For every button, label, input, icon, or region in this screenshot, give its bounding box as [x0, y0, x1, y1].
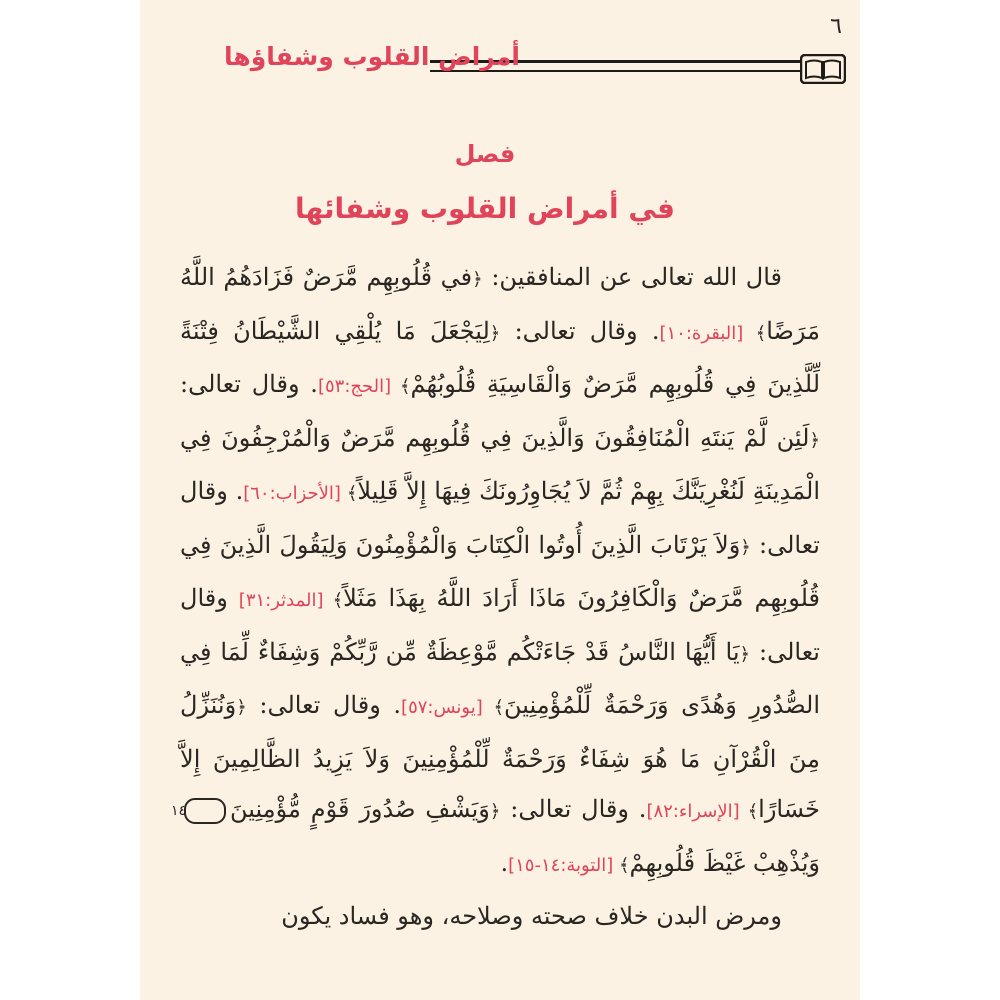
quran-verse: وَلاَ يَرْتَابَ الَّذِينَ أُوتُوا الْكِتَابَ وَالْمُؤْمِنُونَ وَلِيَقُولَ الَّذِينَ فِي قُلُوبِهِم مَّرَضٌ وَالْكَافِرُونَ مَاذَا أَرَادَ اللَّهُ بِهَذَا مَثَلاً — [180, 530, 821, 612]
prose-text: . — [500, 848, 509, 877]
verse-reference: [التوبة:١٤-١٥] — [508, 854, 619, 876]
body-text — [170, 252, 821, 942]
quran-bracket: ﴿ — [489, 801, 501, 822]
quran-bracket: ﴾ — [346, 483, 358, 504]
quran-bracket: ﴾ — [493, 697, 505, 718]
prose-text: . وقال تعالى: — [180, 370, 318, 398]
quran-bracket: ﴾ — [619, 854, 630, 876]
verse-reference: [الإسراء:٨٢] — [646, 801, 748, 822]
page-number: ٦ — [830, 14, 842, 39]
section-title: فصل — [454, 140, 516, 168]
prose-text: وقال تعالى: — [180, 584, 820, 666]
quran-bracket: ﴾ — [399, 376, 411, 397]
quran-verse: لِيَجْعَلَ مَا يُلْقِي الشَّيْطَانُ فِتْنَةً لِّلَّذِينَ فِي قُلُوبِهِم مَّرَضٌ وَالْقَاسِيَةِ قُلُوبُهُمْ — [180, 316, 821, 398]
verse-reference: [البقرة:١٠] — [659, 322, 756, 344]
quran-bracket: ﴿ — [740, 536, 751, 558]
book-page — [140, 0, 860, 1000]
prose-text: ومرض البدن خلاف صحته وصلاحه، وهو فساد يكون — [281, 902, 782, 930]
paragraph — [170, 252, 821, 891]
quran-verse: في قُلُوبِهِم مَّرَضٌ فَزَادَهُمُ اللَّهُ مَرَضًا — [180, 263, 820, 345]
verse-reference: [الأحزاب:٦٠] — [243, 483, 347, 504]
prose-text: . وقال تعالى: — [180, 477, 820, 559]
quran-bracket: ﴿ — [472, 269, 483, 290]
quran-bracket: ﴿ — [489, 322, 501, 344]
quran-bracket: ﴾ — [747, 801, 759, 822]
quran-bracket: ﴿ — [739, 643, 751, 665]
paragraph — [180, 891, 820, 942]
quran-verse: وَيَشْفِ صُدُورَ قَوْمٍ مُّؤْمِنِينَ — [230, 795, 490, 823]
verse-reference: [يونس:٥٧] — [401, 697, 494, 718]
quran-verse: يَا أَيُّهَا النَّاسُ قَدْ جَاءَتْكُم مَّوْعِظَةٌ مِّن رَّبِّكُمْ وَشِفَاءٌ لِّمَا فِي الصُّدُورِ وَهُدًى وَرَحْمَةٌ لِّلْمُؤْمِنِينَ — [180, 637, 820, 719]
quran-verse: وَنُنَزِّلُ مِنَ الْقُرْآنِ مَا هُوَ شِفَاءٌ وَرَحْمَةٌ لِّلْمُؤْمِنِينَ وَلاَ يَزِيدُ الظَّالِمِينَ إِلاَّ خَسَارًا — [180, 691, 820, 823]
section-subtitle: في أمراض القلوب وشفائها — [294, 192, 676, 225]
quran-bracket: ﴾ — [332, 590, 344, 611]
quran-verse: وَيُذْهِبْ غَيْظَ قُلُوبِهِمْ — [629, 848, 820, 877]
verse-number-marker: ١٤ — [184, 798, 226, 824]
prose-text: . وقال تعالى: — [246, 691, 402, 719]
verse-reference: [المدثر:٣١] — [238, 590, 333, 611]
quran-bracket: ﴿ — [809, 429, 821, 451]
verse-reference: [الحج:٥٣] — [317, 376, 400, 397]
prose-text: . وقال تعالى: — [500, 795, 647, 823]
prose-text: قال الله تعالى عن المنافقين: — [482, 263, 782, 291]
quran-bracket: ﴿ — [236, 697, 247, 718]
running-title: أمراض القلوب وشفاؤها — [224, 42, 520, 71]
open-book-icon — [800, 54, 846, 84]
quran-verse: لَئِن لَّمْ يَنتَهِ الْمُنَافِقُونَ وَالَّذِينَ فِي قُلُوبِهِم مَّرَضٌ وَالْمُرْجِفُونَ فِي الْمَدِينَةِ لَنُغْرِيَنَّكَ بِهِمْ ثُمَّ لاَ يُجَاوِرُونَكَ فِيهَا إِلاَّ قَلِيلاً — [180, 423, 820, 505]
quran-bracket: ﴾ — [755, 322, 767, 344]
prose-text: . وقال تعالى: — [500, 316, 660, 345]
